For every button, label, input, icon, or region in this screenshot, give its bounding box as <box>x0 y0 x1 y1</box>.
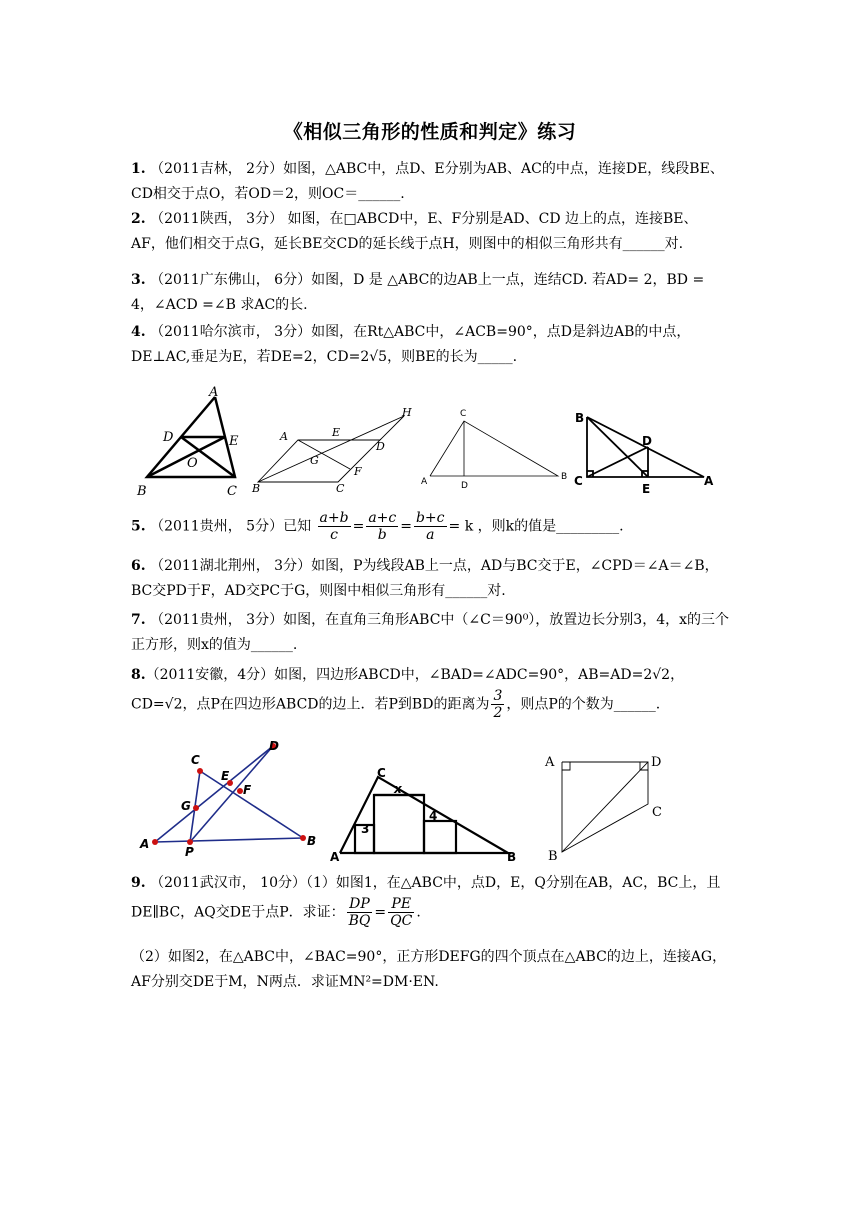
question-5: 5. （2011贵州， 5分）已知 $\frac{a+b}{c}$ = $\frac{a+c}{b}$ = $\frac{b+c}{a}$ = k ，则k的值是_________. <box>131 510 624 543</box>
fraction: $\frac{PE}{QC}$ <box>390 896 413 929</box>
label-p: P <box>185 845 194 858</box>
label-c: C <box>574 474 583 488</box>
label-e: E <box>642 482 651 495</box>
label-d: D <box>651 755 662 770</box>
label-g: G <box>181 799 191 813</box>
label-d: D <box>163 430 174 445</box>
figure-quadrilateral <box>540 752 680 864</box>
label-4: 4 <box>429 809 438 823</box>
label-e: E <box>332 426 341 439</box>
question-4: 4. （2011哈尔滨市， 3分）如图，在Rt△ABC中，∠ACB=90°，点D是斜边AB的中点，DE⊥AC,垂足为E，若DE=2，CD=2√5，则BE的长为_____. <box>131 324 691 365</box>
page-title: 《相似三角形的性质和判定》练习 <box>283 121 577 143</box>
label-b: B <box>137 484 147 499</box>
label-b: B <box>575 411 585 425</box>
question-8: 8.（2011安徽，4分）如图，四边形ABCD中，∠BAD=∠ADC=90°，AB=AD=2√2，CD=√2，点P在四边形ABCD的边上．若P到BD的距离为 $\frac{3}{2}$ ，则点P的个数为______. <box>131 667 685 721</box>
label-c: C <box>227 484 237 499</box>
label-f: F <box>354 465 362 478</box>
fraction: $\frac{3}{2}$ <box>493 688 503 721</box>
question-9-part-2: （2）如图2，在△ABC中，∠BAC=90°，正方形DEFG的四个顶点在△ABC的边上，连接AG，AF分别交DE于M，N两点．求证MN²=DM·EN. <box>131 949 727 990</box>
label-x: x <box>394 782 402 796</box>
label-b: B <box>507 850 517 864</box>
label-a: A <box>330 850 340 864</box>
label-a: A <box>545 755 555 770</box>
label-c: C <box>460 409 467 419</box>
label-c: C <box>377 766 386 780</box>
label-b: B <box>307 834 317 848</box>
figure-parallelogram <box>250 402 420 497</box>
figure-triangle-abc <box>135 385 250 500</box>
question-2: 2. （2011陕西， 3分） 如图，在□ABCD中，E、F分别是AD、CD 边上的点，连接BE、AF，他们相交于点G，延长BE交CD的延长线于点H，则图中的相似三角形共有______对. <box>131 211 698 252</box>
label-b: B <box>548 849 558 864</box>
question-7: 7. （2011贵州， 3分）如图，在直角三角形ABC中（∠C＝90⁰），放置边长分别3，4，x的三个正方形，则x的值为______. <box>131 612 730 653</box>
label-a: A <box>704 474 714 488</box>
label-d: D <box>269 739 279 753</box>
label-a: A <box>209 385 219 400</box>
label-c: C <box>191 753 200 767</box>
figure-triangle-cd <box>418 404 573 494</box>
label-o: O <box>187 456 198 471</box>
label-g: G <box>310 454 319 467</box>
question-3: 3. （2011广东佛山， 6分）如图，D 是 △ABC的边AB上一点，连结CD. 若AD= 2，BD = 4，∠ACD =∠B 求AC的长. <box>131 272 705 313</box>
label-d: D <box>642 434 652 448</box>
label-d: D <box>376 440 385 453</box>
fraction: $\frac{a+c}{b}$ <box>368 510 397 543</box>
figure-cpd <box>135 738 325 858</box>
figure-right-triangle <box>572 405 722 495</box>
figure-squares <box>330 765 520 865</box>
fraction: $\frac{a+b}{c}$ <box>319 510 349 543</box>
label-h: H <box>402 406 412 419</box>
label-3: 3 <box>361 822 370 836</box>
label-a: A <box>280 430 288 443</box>
question-1: 1. （2011吉林， 2分）如图，△ABC中，点D、E分别为AB、AC的中点，连接DE，线段BE、CD相交于点O，若OD＝2，则OC＝______. <box>131 161 724 202</box>
question-9: 9. （2011武汉市， 10分）（1）如图1，在△ABC中，点D，E，Q分别在AB，AC，BC上，且DE∥BC，AQ交DE于点P．求证： $\frac{DP}{BQ}$ = $\frac{PE}{QC}$ . <box>131 875 721 929</box>
label-c: C <box>336 482 345 495</box>
label-a: A <box>421 477 428 487</box>
label-e: E <box>229 434 239 449</box>
label-c: C <box>652 805 662 820</box>
label-f: F <box>243 783 252 797</box>
question-6: 6. （2011湖北荆州， 3分）如图，P为线段AB上一点，AD与BC交于E，∠CPD＝∠A＝∠B，BC交PD于F，AD交PC于G，则图中相似三角形有______对. <box>131 558 719 599</box>
label-b: B <box>561 472 568 482</box>
label-a: A <box>140 837 150 851</box>
label-e: E <box>221 769 230 783</box>
fraction: $\frac{DP}{BQ}$ <box>348 896 371 929</box>
fraction: $\frac{b+c}{a}$ <box>415 510 445 543</box>
label-d: D <box>461 481 468 491</box>
label-b: B <box>252 482 261 495</box>
